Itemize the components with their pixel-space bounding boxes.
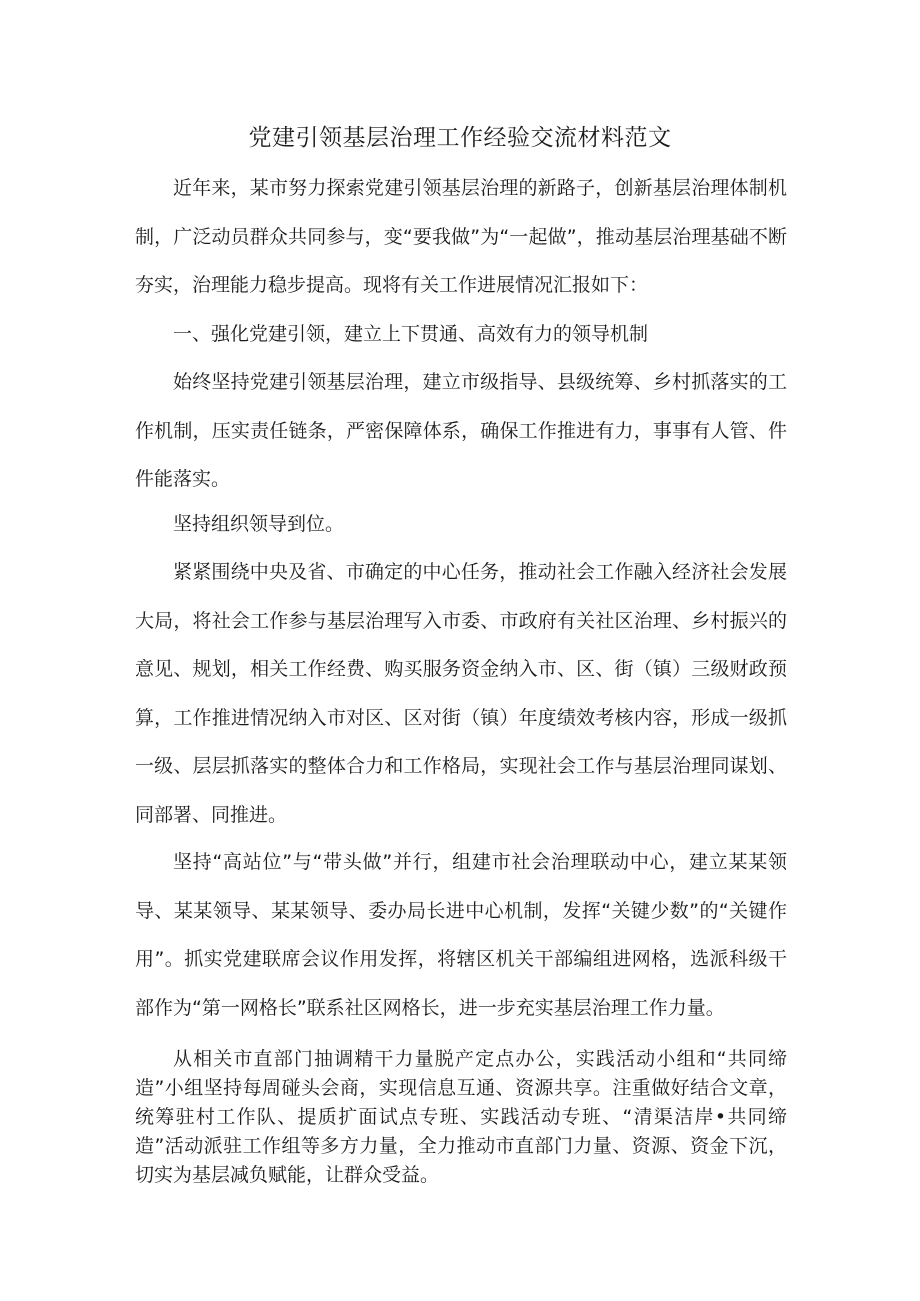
paragraph-department-resources: 从相关市直部门抽调精干力量脱产定点办公，实践活动小组和“共同缔造”小组坚持每周碰头会商，实现信息互通、资源共享。注重做好结合文章，统筹驻村工作队、提质扩面试点专班、实践活动专班、“清渠洁岸•共同缔造”活动派驻工作组等多方力量，全力推动市直部门力量、资源、资金下沉，切实为基层减负赋能，让群众受益。 — [135, 1048, 787, 1186]
paragraph-high-standing: 坚持“高站位”与“带头做”并行，组建市社会治理联动中心，建立某某领导、某某领导、某某领导、委办局长进中心机制，发挥“关键少数”的“关键作用”。抓实党建联席会议作用发挥，将辖区机关干部编组进网格，选派科级干部作为“第一网格长”联系社区网格长，进一步充实基层治理工作力量。 — [135, 851, 787, 1019]
paragraph-subheading-organization: 坚持组织领导到位。 — [173, 513, 345, 535]
section-heading-1: 一、强化党建引领，建立上下贯通、高效有力的领导机制 — [173, 323, 649, 345]
paragraph-leadership-mechanism: 始终坚持党建引领基层治理，建立市级指导、县级统筹、乡村抓落实的工作机制，压实责任链条，严密保障体系，确保工作推进有力，事事有人管、件件能落实。 — [135, 371, 787, 490]
paragraph-intro: 近年来，某市努力探索党建引领基层治理的新路子，创新基层治理体制机制，广泛动员群众共同参与，变“要我做”为“一起做”，推动基层治理基础不断夯实，治理能力稳步提高。现将有关工作进展情况汇报如下： — [135, 177, 787, 296]
document-title: 党建引领基层治理工作经验交流材料范文 — [248, 125, 672, 151]
paragraph-central-tasks: 紧紧围绕中央及省、市确定的中心任务，推动社会工作融入经济社会发展大局，将社会工作参与基层治理写入市委、市政府有关社区治理、乡村振兴的意见、规划，相关工作经费、购买服务资金纳入市、区、街（镇）三级财政预算，工作推进情况纳入市对区、区对街（镇）年度绩效考核内容，形成一级抓一级、层层抓落实的整体合力和工作格局，实现社会工作与基层治理同谋划、同部署、同推进。 — [135, 561, 787, 826]
